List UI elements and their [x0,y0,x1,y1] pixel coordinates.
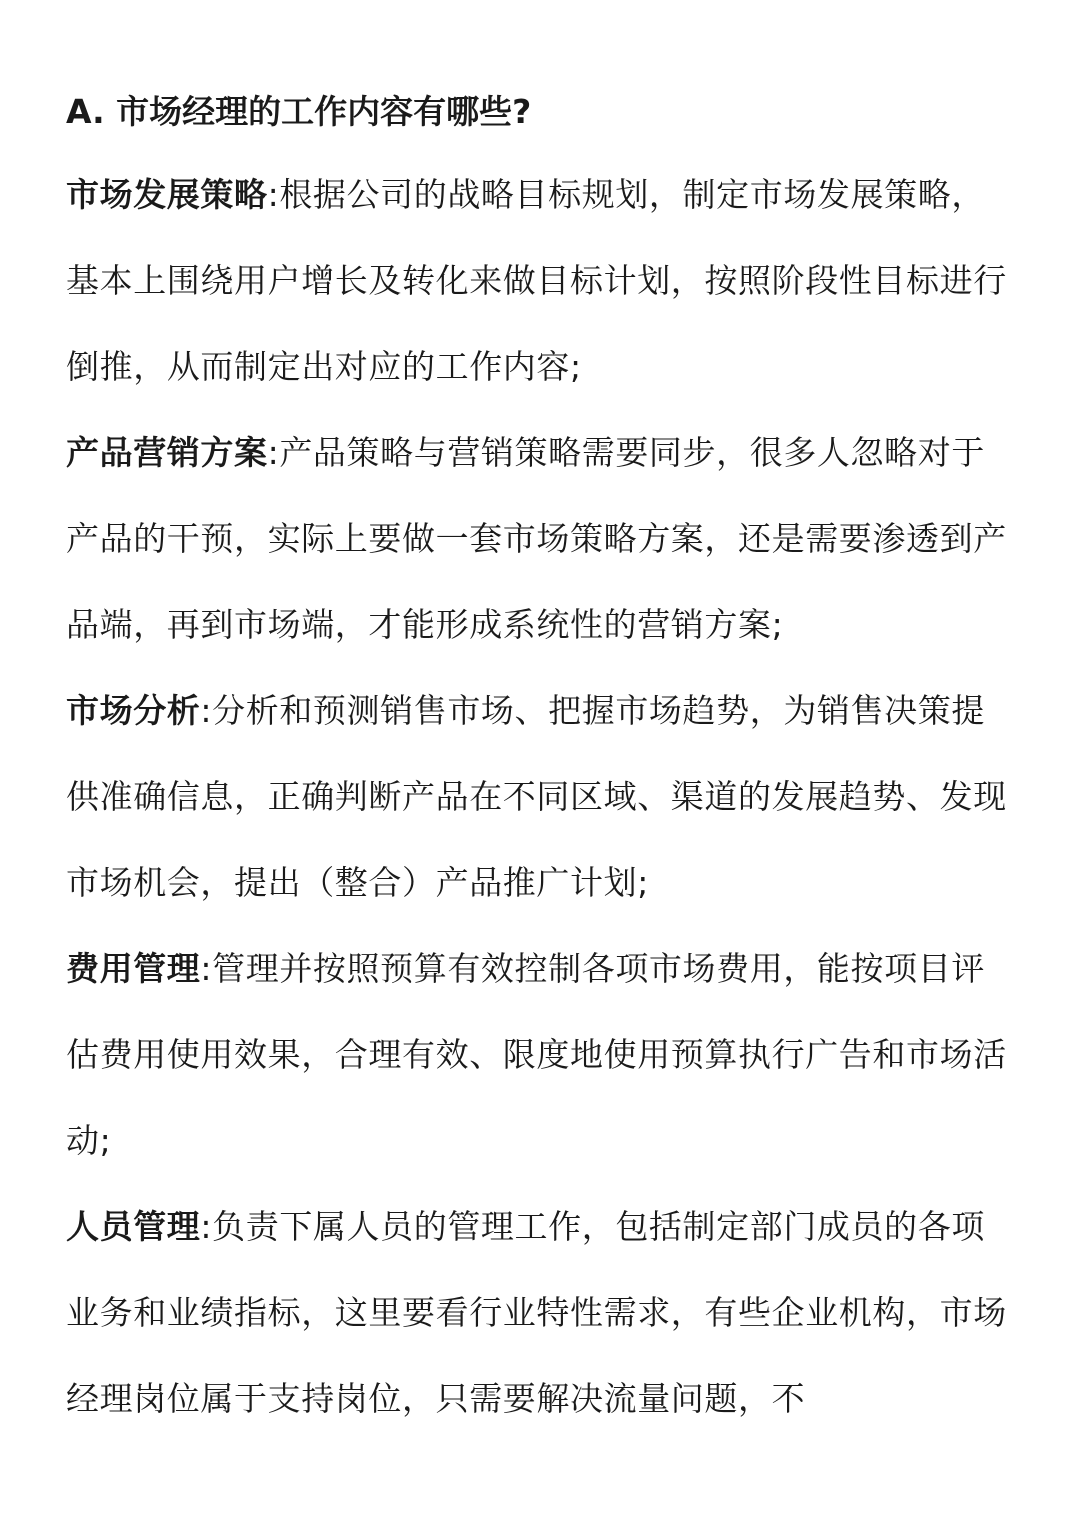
section-text: 根据公司的战略目标规划，制定市场发展策略，基本上围绕用户增长及转化来做目标计划，按照阶段性目标进行倒推，从而制定出对应的工作内容; [66,175,1007,386]
section-text: 产品策略与营销策略需要同步，很多人忽略对于产品的干预，实际上要做一套市场策略方案，还是需要渗透到产品端，再到市场端，才能形成系统性的营销方案; [66,433,1007,644]
section-separator: : [200,691,213,730]
section-term: 产品营销方案 [66,433,268,472]
section-term: 人员管理 [66,1207,201,1246]
section-separator: : [267,433,280,472]
section-text: 分析和预测销售市场、把握市场趋势，为销售决策提供准确信息，正确判断产品在不同区域、渠道的发展趋势、发现市场机会，提出（整合）产品推广计划; [66,691,1007,902]
section-cost-management [66,926,1018,1184]
article-heading: A. 市场经理的工作内容有哪些? [66,92,532,131]
section-text: 负责下属人员的管理工作，包括制定部门成员的各项业务和业绩指标，这里要看行业特性需求，有些企业机构，市场经理岗位属于支持岗位，只需要解决流量问题，不 [66,1207,1007,1418]
section-separator: : [200,1207,213,1246]
section-separator: : [267,175,280,214]
section-market-strategy [66,152,1018,410]
section-term: 市场发展策略 [66,175,268,214]
section-market-analysis [66,668,1018,926]
section-staff-management [66,1184,1018,1442]
section-product-marketing [66,410,1018,668]
section-term: 市场分析 [66,691,201,730]
section-term: 费用管理 [66,949,201,988]
section-text: 管理并按照预算有效控制各项市场费用，能按项目评估费用使用效果，合理有效、限度地使用预算执行广告和市场活动; [66,949,1007,1160]
section-separator: : [200,949,213,988]
